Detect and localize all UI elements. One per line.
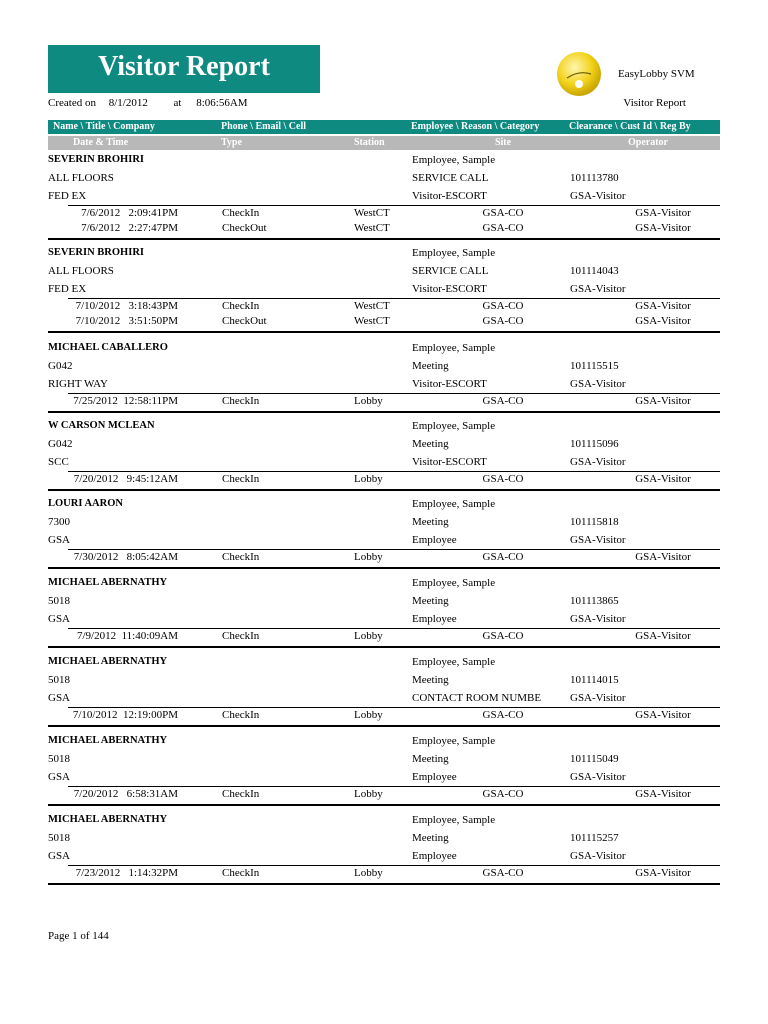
event-operator: GSA-Visitor: [635, 473, 691, 485]
visitor-company: GSA: [48, 850, 71, 862]
event-type: CheckIn: [222, 395, 260, 407]
employee-name: Employee, Sample: [412, 656, 496, 668]
visitor-title: 5018: [48, 595, 70, 607]
cust-id: 101115096: [570, 438, 619, 450]
record-line: [48, 172, 720, 188]
cust-id: 101115515: [570, 360, 619, 372]
event-datetime: 7/30/2012 8:05:42AM: [73, 551, 178, 563]
visit-category: Employee: [412, 613, 457, 625]
record-line: [48, 283, 720, 299]
event-site: GSA-CO: [482, 630, 524, 642]
visitor-company: GSA: [48, 613, 71, 625]
event-datetime: 7/20/2012 6:58:31AM: [73, 788, 178, 800]
visitor-name: LOURI AARON: [48, 498, 123, 509]
reg-by: GSA-Visitor: [570, 534, 626, 546]
page-number: Page 1 of 144: [48, 930, 109, 942]
visit-reason: Meeting: [412, 516, 449, 528]
cust-id: 101115257: [570, 832, 619, 844]
visit-reason: Meeting: [412, 438, 449, 450]
event-station: Lobby: [354, 867, 383, 879]
record-line: [48, 850, 720, 866]
event-type: CheckOut: [222, 222, 267, 234]
visitor-title: G042: [48, 360, 73, 372]
employee-name: Employee, Sample: [412, 735, 496, 747]
reg-by: GSA-Visitor: [570, 190, 626, 202]
event-station: WestCT: [354, 300, 390, 312]
event-type: CheckIn: [222, 300, 260, 312]
event-separator: [68, 786, 720, 787]
employee-name: Employee, Sample: [412, 577, 496, 589]
visitor-name: SEVERIN BROHIRI: [48, 247, 144, 258]
col-date-time: Date & Time: [73, 137, 129, 148]
visitor-company: SCC: [48, 456, 69, 468]
event-station: Lobby: [354, 473, 383, 485]
record-line: [48, 735, 720, 751]
event-site: GSA-CO: [482, 551, 524, 563]
event-station: Lobby: [354, 551, 383, 563]
event-operator: GSA-Visitor: [635, 222, 691, 234]
report-type-label: Visitor Report: [623, 97, 686, 109]
event-separator: [68, 298, 720, 299]
employee-name: Employee, Sample: [412, 247, 496, 259]
visitor-name: SEVERIN BROHIRI: [48, 154, 144, 165]
employee-name: Employee, Sample: [412, 420, 496, 432]
report-title: Visitor Report: [48, 45, 320, 93]
record-line: [48, 753, 720, 769]
reg-by: GSA-Visitor: [570, 283, 626, 295]
reg-by: GSA-Visitor: [570, 613, 626, 625]
event-datetime: 7/20/2012 9:45:12AM: [73, 473, 178, 485]
visit-category: Visitor-ESCORT: [412, 378, 487, 390]
event-separator: [68, 393, 720, 394]
col-clearance-custid-regby: Clearance \ Cust Id \ Reg By: [569, 121, 691, 132]
event-datetime: 7/6/2012 2:09:41PM: [81, 207, 178, 219]
event-row: [48, 473, 720, 489]
event-operator: GSA-Visitor: [635, 788, 691, 800]
record-line: [48, 265, 720, 281]
event-row: [48, 551, 720, 567]
column-header-row-2: [48, 136, 720, 150]
record-separator: [48, 804, 720, 806]
record-line: [48, 595, 720, 611]
visitor-title: 5018: [48, 832, 70, 844]
event-operator: GSA-Visitor: [635, 395, 691, 407]
col-name-title-company: Name \ Title \ Company: [53, 121, 155, 132]
employee-name: Employee, Sample: [412, 342, 496, 354]
record-line: [48, 342, 720, 358]
visit-category: Visitor-ESCORT: [412, 190, 487, 202]
record-separator: [48, 489, 720, 491]
visitor-company: GSA: [48, 534, 71, 546]
visit-category: Employee: [412, 771, 457, 783]
record-line: [48, 360, 720, 376]
visitor-company: FED EX: [48, 283, 87, 295]
event-datetime: 7/25/2012 12:58:11PM: [73, 395, 178, 407]
visitor-name: W CARSON MCLEAN: [48, 420, 155, 431]
event-site: GSA-CO: [482, 300, 524, 312]
event-site: GSA-CO: [482, 395, 524, 407]
visitor-title: 5018: [48, 674, 70, 686]
visit-category: Employee: [412, 534, 457, 546]
visitor-company: GSA: [48, 692, 71, 704]
brand-name: EasyLobby SVM: [618, 68, 695, 80]
event-site: GSA-CO: [482, 867, 524, 879]
visit-reason: Meeting: [412, 595, 449, 607]
record-line: [48, 613, 720, 629]
visitor-company: FED EX: [48, 190, 87, 202]
record-line: [48, 674, 720, 690]
event-type: CheckIn: [222, 788, 260, 800]
record-line: [48, 420, 720, 436]
event-station: WestCT: [354, 222, 390, 234]
event-separator: [68, 865, 720, 866]
event-operator: GSA-Visitor: [635, 709, 691, 721]
event-datetime: 7/9/2012 11:40:09AM: [76, 630, 178, 642]
record-line: [48, 814, 720, 830]
event-site: GSA-CO: [482, 222, 524, 234]
event-type: CheckOut: [222, 315, 267, 327]
event-site: GSA-CO: [482, 709, 524, 721]
event-type: CheckIn: [222, 709, 260, 721]
employee-name: Employee, Sample: [412, 154, 496, 166]
created-info: [48, 97, 248, 109]
at-label: at: [173, 97, 182, 109]
record-separator: [48, 646, 720, 648]
event-separator: [68, 628, 720, 629]
column-header-row-1: [48, 120, 720, 134]
reg-by: GSA-Visitor: [570, 692, 626, 704]
visit-reason: Meeting: [412, 360, 449, 372]
event-station: Lobby: [354, 709, 383, 721]
event-site: GSA-CO: [482, 207, 524, 219]
event-station: Lobby: [354, 630, 383, 642]
visitor-name: MICHAEL ABERNATHY: [48, 814, 168, 825]
col-phone-email-cell: Phone \ Email \ Cell: [221, 121, 306, 132]
record-line: [48, 498, 720, 514]
visit-category: CONTACT ROOM NUMBE: [412, 692, 542, 704]
event-separator: [68, 205, 720, 206]
event-datetime: 7/10/2012 3:18:43PM: [75, 300, 178, 312]
event-separator: [68, 707, 720, 708]
event-site: GSA-CO: [482, 788, 524, 800]
event-row: [48, 709, 720, 725]
record-line: [48, 438, 720, 454]
event-datetime: 7/6/2012 2:27:47PM: [81, 222, 178, 234]
visitor-title: ALL FLOORS: [48, 265, 114, 277]
visit-reason: SERVICE CALL: [412, 265, 489, 277]
record-line: [48, 247, 720, 263]
event-site: GSA-CO: [482, 473, 524, 485]
created-date: 8/1/2012: [108, 97, 148, 109]
col-site: Site: [494, 137, 512, 148]
record-separator: [48, 883, 720, 885]
event-type: CheckIn: [222, 473, 260, 485]
cust-id: 101115818: [570, 516, 619, 528]
record-separator: [48, 567, 720, 569]
record-line: [48, 378, 720, 394]
visit-category: Visitor-ESCORT: [412, 283, 487, 295]
event-row: [48, 788, 720, 804]
reg-by: GSA-Visitor: [570, 378, 626, 390]
cust-id: 101114043: [570, 265, 619, 277]
cust-id: 101115049: [570, 753, 619, 765]
visitor-title: 7300: [48, 516, 70, 528]
record-separator: [48, 411, 720, 413]
visitor-name: MICHAEL ABERNATHY: [48, 577, 168, 588]
record-line: [48, 190, 720, 206]
event-operator: GSA-Visitor: [635, 551, 691, 563]
reg-by: GSA-Visitor: [570, 850, 626, 862]
visitor-name: MICHAEL ABERNATHY: [48, 735, 168, 746]
record-line: [48, 456, 720, 472]
event-operator: GSA-Visitor: [635, 630, 691, 642]
event-station: Lobby: [354, 788, 383, 800]
event-row: [48, 395, 720, 411]
event-row: [48, 222, 720, 238]
event-datetime: 7/23/2012 1:14:32PM: [75, 867, 178, 879]
cust-id: 101114015: [570, 674, 619, 686]
visitor-company: GSA: [48, 771, 71, 783]
event-row: [48, 315, 720, 331]
col-type: Type: [221, 137, 242, 148]
event-station: WestCT: [354, 315, 390, 327]
record-line: [48, 771, 720, 787]
record-line: [48, 832, 720, 848]
event-type: CheckIn: [222, 630, 260, 642]
event-operator: GSA-Visitor: [635, 207, 691, 219]
employee-name: Employee, Sample: [412, 498, 496, 510]
visitor-title: G042: [48, 438, 73, 450]
record-line: [48, 692, 720, 708]
record-line: [48, 577, 720, 593]
employee-name: Employee, Sample: [412, 814, 496, 826]
visitor-title: 5018: [48, 753, 70, 765]
visit-reason: Meeting: [412, 753, 449, 765]
record-line: [48, 656, 720, 672]
event-row: [48, 300, 720, 316]
event-type: CheckIn: [222, 867, 260, 879]
cust-id: 101113865: [570, 595, 619, 607]
reg-by: GSA-Visitor: [570, 771, 626, 783]
created-time: 8:06:56AM: [196, 97, 248, 109]
visit-category: Visitor-ESCORT: [412, 456, 487, 468]
event-row: [48, 630, 720, 646]
record-line: [48, 534, 720, 550]
col-station: Station: [354, 137, 385, 148]
event-type: CheckIn: [222, 551, 260, 563]
event-operator: GSA-Visitor: [635, 315, 691, 327]
easylobby-logo-icon: [555, 50, 603, 98]
visitor-company: RIGHT WAY: [48, 378, 109, 390]
visitor-name: MICHAEL CABALLERO: [48, 342, 168, 353]
reg-by: GSA-Visitor: [570, 456, 626, 468]
record-separator: [48, 725, 720, 727]
event-operator: GSA-Visitor: [635, 867, 691, 879]
record-separator: [48, 238, 720, 240]
event-datetime: 7/10/2012 3:51:50PM: [75, 315, 178, 327]
record-separator: [48, 331, 720, 333]
cust-id: 101113780: [570, 172, 619, 184]
created-label: Created on: [48, 97, 96, 109]
visitor-name: MICHAEL ABERNATHY: [48, 656, 168, 667]
event-operator: GSA-Visitor: [635, 300, 691, 312]
visit-reason: Meeting: [412, 832, 449, 844]
event-row: [48, 207, 720, 223]
event-separator: [68, 471, 720, 472]
event-datetime: 7/10/2012 12:19:00PM: [72, 709, 178, 721]
event-site: GSA-CO: [482, 315, 524, 327]
event-row: [48, 867, 720, 883]
event-station: WestCT: [354, 207, 390, 219]
col-employee-reason-category: Employee \ Reason \ Category: [411, 121, 540, 132]
col-operator: Operator: [628, 137, 668, 148]
visit-reason: SERVICE CALL: [412, 172, 489, 184]
record-line: [48, 154, 720, 170]
visit-reason: Meeting: [412, 674, 449, 686]
visit-category: Employee: [412, 850, 457, 862]
visitor-title: ALL FLOORS: [48, 172, 114, 184]
record-line: [48, 516, 720, 532]
event-type: CheckIn: [222, 207, 260, 219]
event-separator: [68, 549, 720, 550]
event-station: Lobby: [354, 395, 383, 407]
